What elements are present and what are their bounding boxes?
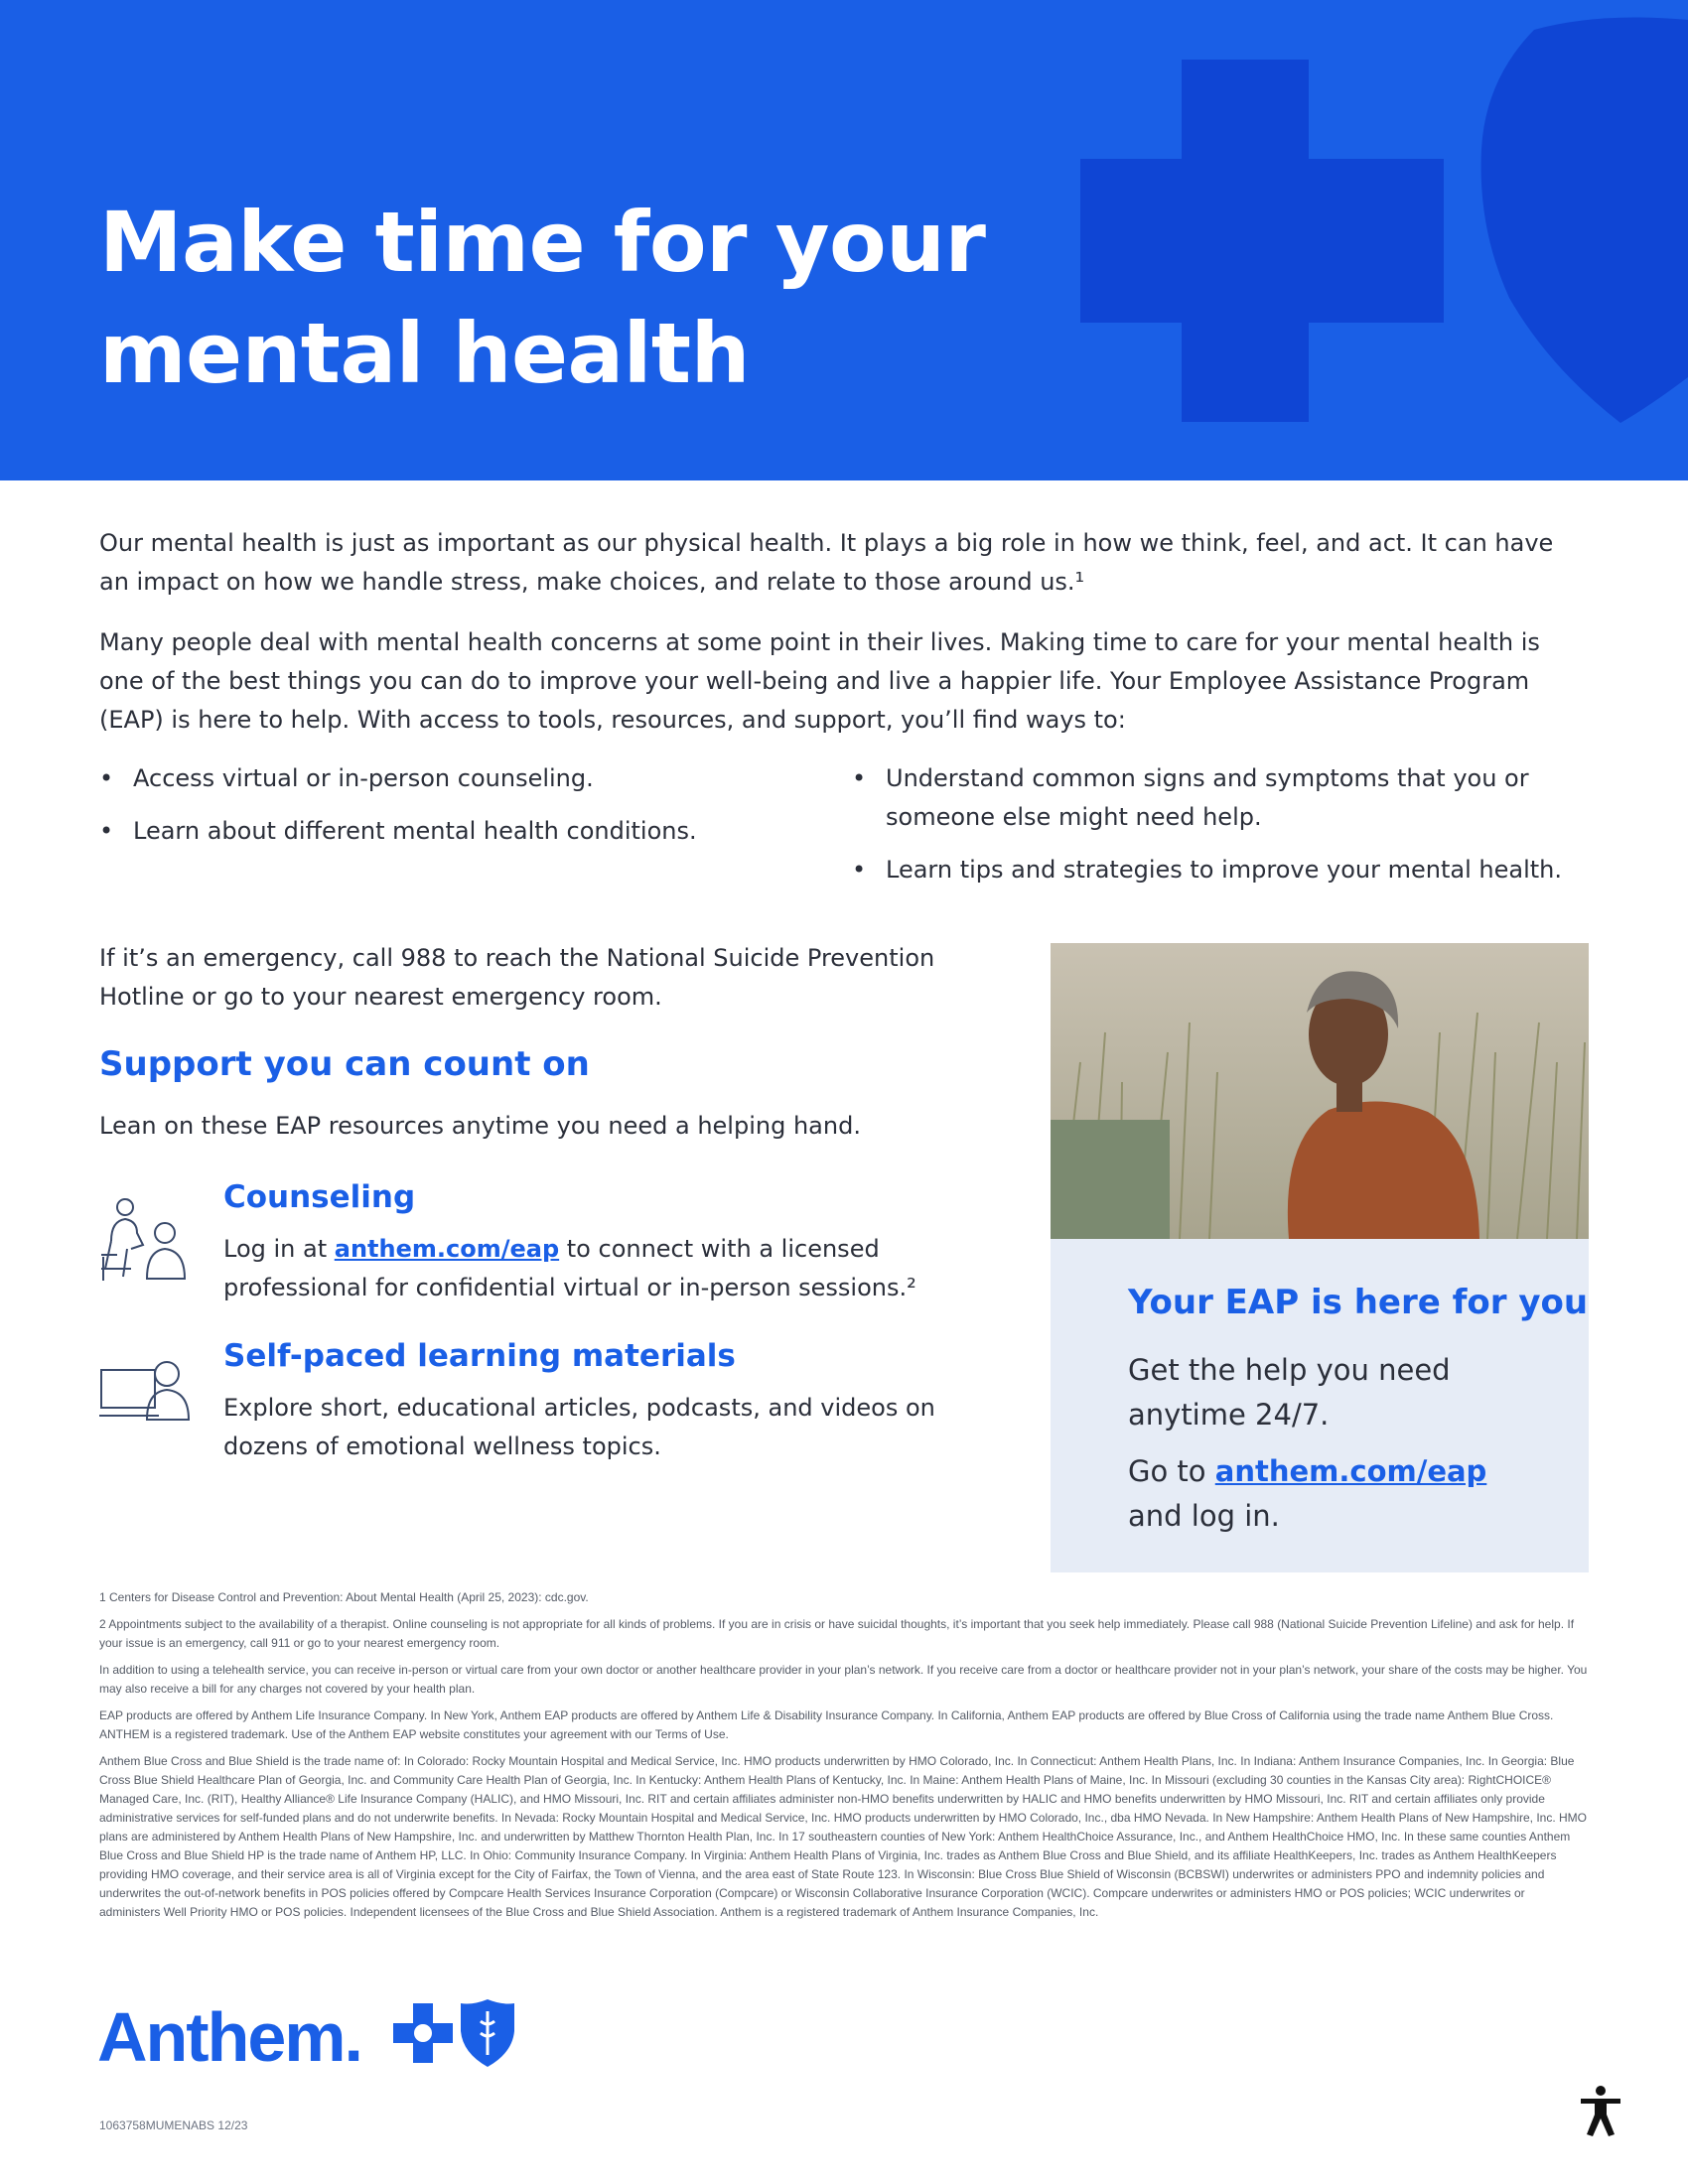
emergency-notice: If it’s an emergency, call 988 to reach the National Suicide Prevention Hotline or go to your nearest emergency room. <box>99 944 935 1011</box>
bullet-item: • Understand common signs and symptoms that you or someone else might need help. <box>852 759 1607 837</box>
woman-outdoors-photo <box>1051 943 1589 1239</box>
bullet-list-left <box>99 759 755 865</box>
footnote: 1 Centers for Disease Control and Prevention: About Mental Health (April 25, 2023): cdc.gov. <box>99 1590 589 1604</box>
counseling-title: Counseling <box>223 1179 416 1215</box>
shield-icon <box>1481 18 1688 423</box>
footnote: 2 Appointments subject to the availability of a therapist. Online counseling is not appropriate for all kinds of problems. If you are in crisis or have suicidal thoughts, it’s important that you seek help immediately. Please call 988 (National Suicide Prevention Lifeline) and ask for help. If your issue is an emergency, call 911 or go to your nearest emergency room. <box>99 1617 1575 1650</box>
footnote: Anthem Blue Cross and Blue Shield is the trade name of: In Colorado: Rocky Mountain Hospital and Medical Service, Inc. HMO products underwritten by HMO Colorado, Inc. In Connecticut: Anthem Health Plans, Inc. In Indiana: Anthem Insurance Companies, Inc. In Georgia: Blue Cross Blue Shield Healthcare Plan of Georgia, Inc. and Community Care Health Plan of Georgia, Inc. In Kentucky: Anthem Health Plans of Kentucky, Inc. In Maine: Anthem Health Plans of Maine, Inc. In Missouri (excluding 30 counties in the Kansas City area): RightCHOICE® Managed Care, Inc. (RIT), Healthy Alliance® Life Insurance Company (HALIC), and HMO Missouri, Inc. RIT and certain affiliates administer non-HMO benefits underwritten by HALIC and HMO benefits underwritten by HMO Missouri, Inc. RIT and certain affiliates only provide administrative services for self-funded plans and do not underwrite benefits. In Nevada: Rocky Mountain Hospital and Medical Service, Inc. HMO products underwritten by HMO Colorado, Inc., dba HMO Nevada. In New Hampshire: Anthem Health Plans of New Hampshire, Inc. HMO plans are administered by Anthem Health Plans of New Hampshire, Inc. and underwritten by Matthew Thornton Health Plan, Inc. In 17 southeastern counties of New York: Anthem HealthChoice Assurance, Inc., and Anthem HealthChoice HMO, Inc. In these same counties Anthem Blue Cross and Blue Shield HP is the trade name of Anthem HP, LLC. In Ohio: Community Insurance Company. In Virginia: Anthem Health Plans of Virginia, Inc. trades as Anthem Blue Cross and Blue Shield, and its affiliate HealthKeepers, Inc. trades as Anthem HealthKeepers providing HMO coverage, and their service area is all of Virginia except for the City of Fairfax, the Town of Vienna, and the area east of State Route 123. In Wisconsin: Blue Cross Blue Shield of Wisconsin (BCBSWI) underwrites or administers PPO and indemnity policies and underwrites the out-of-network benefits in POS policies offered by Compcare Health Services Insurance Corporation (Compcare) or Wisconsin Collaborative Insurance Corporation (WCIC). Compcare underwrites or administers HMO or POS policies; WCIC underwrites or administers Well Priority HMO or POS policies. Independent licensees of the Blue Cross and Blue Shield Association. Anthem is a registered trademark of Anthem Insurance Companies, Inc. <box>99 1754 1588 1919</box>
intro-section <box>99 524 1589 761</box>
computer-learning-icon <box>97 1358 193 1428</box>
cross-icon <box>1080 60 1444 422</box>
intro-paragraph-1: Our mental health is just as important as our physical health. It plays a big role in how we think, feel, and act. It can have an impact on how we handle stress, make choices, and relate to those around us.¹ <box>99 529 1554 596</box>
page-title: Make time for your mental health <box>99 194 986 402</box>
eap-card-text: Get the help you need anytime 24/7. <box>1128 1353 1451 1432</box>
eap-card-login-text: Go to anthem.com/eap and log in. <box>1128 1454 1487 1533</box>
footnotes <box>99 1588 1589 1930</box>
bullet-item: • Access virtual or in-person counseling. <box>99 759 755 798</box>
self-paced-title: Self-paced learning materials <box>223 1338 736 1374</box>
self-paced-description: Explore short, educational articles, podcasts, and videos on dozens of emotional wellness topics. <box>223 1394 935 1460</box>
support-subtext: Lean on these EAP resources anytime you need a helping hand. <box>99 1112 861 1140</box>
footnote: EAP products are offered by Anthem Life Insurance Company. In New York, Anthem EAP products are offered by Anthem Life & Disability Insurance Company. In California, Anthem EAP products are offered by Blue Cross of California using the trade name Anthem Blue Cross. ANTHEM is a registered trademark. Use of the Anthem EAP website constitutes your agreement with our Terms of Use. <box>99 1708 1554 1741</box>
bullet-item: • Learn tips and strategies to improve your mental health. <box>852 851 1607 889</box>
blue-cross-icon <box>391 2001 455 2065</box>
blue-shield-icon <box>459 1997 516 2069</box>
support-heading: Support you can count on <box>99 1044 590 1084</box>
intro-paragraph-2: Many people deal with mental health concerns at some point in their lives. Making time to care for your mental health is one of the best things you can do to improve your well-being and live a happier life. Your Employee Assistance Program (EAP) is here to help. With access to tools, resources, and support, you’ll find ways to: <box>99 628 1540 734</box>
counseling-description: Log in at anthem.com/eap to connect with a licensed professional for confidential virtual or in-person sessions.² <box>223 1235 916 1301</box>
bullet-list-right <box>852 759 1607 903</box>
document-id: 1063758MUMENABS 12/23 <box>99 2118 248 2132</box>
bullet-item: • Learn about different mental health conditions. <box>99 812 755 851</box>
eap-info-card <box>1051 1239 1589 1572</box>
logo-text: Anthem. <box>97 1998 361 2076</box>
footnote: In addition to using a telehealth service, you can receive in-person or virtual care from your own doctor or another healthcare provider in your plan’s network. If you receive care from a doctor or healthcare provider not in your plan’s network, your share of the costs may be higher. You may also receive a bill for any charges not covered by your health plan. <box>99 1663 1588 1696</box>
counseling-people-icon <box>97 1197 189 1283</box>
accessibility-icon[interactable] <box>1579 2085 1622 2136</box>
eap-card-heading: Your EAP is here for you <box>1128 1283 1589 1322</box>
hero-banner <box>0 0 1688 480</box>
counseling-eap-link[interactable]: anthem.com/eap <box>334 1235 560 1263</box>
eap-card-link[interactable]: anthem.com/eap <box>1214 1454 1487 1488</box>
